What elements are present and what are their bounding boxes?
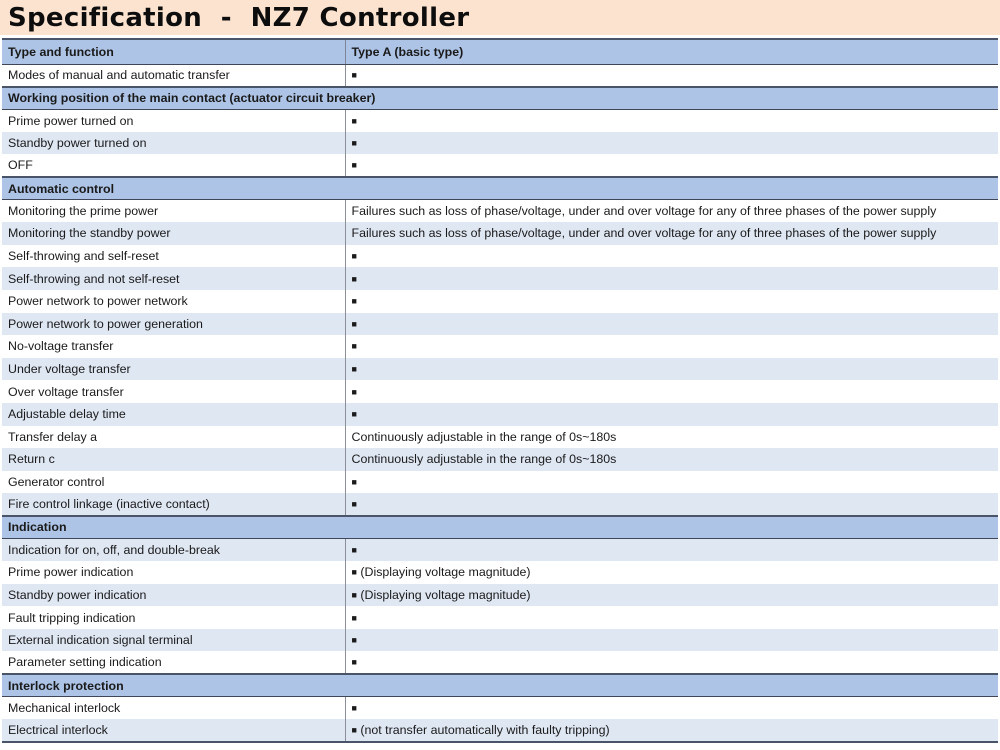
type-a-value bbox=[345, 538, 998, 561]
function-label: OFF bbox=[2, 154, 345, 177]
function-label: Return c bbox=[2, 448, 345, 471]
function-label: External indication signal terminal bbox=[2, 629, 345, 652]
type-a-value bbox=[345, 629, 998, 652]
type-a-value: ■ (not transfer automatically with faulty tripping) bbox=[345, 719, 998, 742]
section-header-row bbox=[2, 177, 998, 200]
type-a-value bbox=[345, 651, 998, 674]
function-label: Self-throwing and not self-reset bbox=[2, 267, 345, 290]
function-label: Transfer delay a bbox=[2, 426, 345, 449]
function-label: Mechanical interlock bbox=[2, 697, 345, 720]
type-a-value bbox=[345, 471, 998, 494]
type-a-value: Continuously adjustable in the range of 0s~180s bbox=[345, 426, 998, 449]
filled-square-icon: ■ bbox=[351, 589, 357, 600]
type-a-value bbox=[345, 290, 998, 313]
section-title: Automatic control bbox=[2, 177, 998, 200]
table-row bbox=[2, 651, 998, 674]
function-label: Under voltage transfer bbox=[2, 358, 345, 381]
filled-square-icon: ■ bbox=[351, 635, 357, 646]
function-label: Fault tripping indication bbox=[2, 606, 345, 629]
filled-square-icon: ■ bbox=[351, 476, 357, 487]
table-row bbox=[2, 200, 998, 223]
table-row bbox=[2, 64, 998, 87]
filled-square-icon: ■ bbox=[351, 567, 357, 578]
filled-square-icon: ■ bbox=[351, 364, 357, 375]
section-title: Working position of the main contact (actuator circuit breaker) bbox=[2, 87, 998, 110]
filled-square-icon: ■ bbox=[351, 273, 357, 284]
function-label: Standby power indication bbox=[2, 584, 345, 607]
table-row bbox=[2, 358, 998, 381]
function-label: Standby power turned on bbox=[2, 132, 345, 155]
type-a-value bbox=[345, 109, 998, 132]
type-a-value bbox=[345, 245, 998, 268]
table-row bbox=[2, 471, 998, 494]
function-label: Modes of manual and automatic transfer bbox=[2, 64, 345, 87]
function-label: Adjustable delay time bbox=[2, 403, 345, 426]
section-title: Interlock protection bbox=[2, 674, 998, 697]
column-header-type-and-function: Type and function bbox=[2, 39, 345, 64]
function-label: Power network to power network bbox=[2, 290, 345, 313]
table-row bbox=[2, 267, 998, 290]
filled-square-icon: ■ bbox=[351, 296, 357, 307]
filled-square-icon: ■ bbox=[351, 545, 357, 556]
function-label: Parameter setting indication bbox=[2, 651, 345, 674]
type-a-value bbox=[345, 64, 998, 87]
type-a-value: Continuously adjustable in the range of 0s~180s bbox=[345, 448, 998, 471]
function-label: Prime power turned on bbox=[2, 109, 345, 132]
filled-square-icon: ■ bbox=[351, 612, 357, 623]
type-a-value bbox=[345, 267, 998, 290]
filled-square-icon: ■ bbox=[351, 341, 357, 352]
filled-square-icon: ■ bbox=[351, 251, 357, 262]
title-band bbox=[0, 0, 1000, 35]
table-row bbox=[2, 448, 998, 471]
type-a-value: ■ (Displaying voltage magnitude) bbox=[345, 561, 998, 584]
table-row bbox=[2, 606, 998, 629]
section-header-row bbox=[2, 87, 998, 110]
table-row bbox=[2, 561, 998, 584]
type-a-value: Failures such as loss of phase/voltage, under and over voltage for any of three phases of the power supply bbox=[345, 222, 998, 245]
type-a-value bbox=[345, 493, 998, 516]
table-row bbox=[2, 313, 998, 336]
function-label: Generator control bbox=[2, 471, 345, 494]
filled-square-icon: ■ bbox=[351, 499, 357, 510]
table-row bbox=[2, 493, 998, 516]
page-title: Specification - NZ7 Controller bbox=[8, 3, 470, 33]
table-row bbox=[2, 697, 998, 720]
function-label: Prime power indication bbox=[2, 561, 345, 584]
column-header-type-a: Type A (basic type) bbox=[345, 39, 998, 64]
type-a-value bbox=[345, 313, 998, 336]
function-label: Monitoring the prime power bbox=[2, 200, 345, 223]
table-row bbox=[2, 335, 998, 358]
type-a-value bbox=[345, 154, 998, 177]
function-label: No-voltage transfer bbox=[2, 335, 345, 358]
filled-square-icon: ■ bbox=[351, 115, 357, 126]
table-row bbox=[2, 222, 998, 245]
specification-table bbox=[2, 38, 998, 743]
type-a-value bbox=[345, 606, 998, 629]
type-a-value bbox=[345, 132, 998, 155]
table-row bbox=[2, 719, 998, 742]
filled-square-icon: ■ bbox=[351, 160, 357, 171]
table-row bbox=[2, 403, 998, 426]
function-label: Electrical interlock bbox=[2, 719, 345, 742]
table-row bbox=[2, 132, 998, 155]
type-a-value: ■ (Displaying voltage magnitude) bbox=[345, 584, 998, 607]
type-a-value bbox=[345, 358, 998, 381]
section-header-row bbox=[2, 674, 998, 697]
table-row bbox=[2, 245, 998, 268]
type-a-value bbox=[345, 403, 998, 426]
filled-square-icon: ■ bbox=[351, 70, 357, 81]
filled-square-icon: ■ bbox=[351, 725, 357, 736]
table-row bbox=[2, 154, 998, 177]
table-row bbox=[2, 629, 998, 652]
table-row bbox=[2, 584, 998, 607]
filled-square-icon: ■ bbox=[351, 386, 357, 397]
type-a-value bbox=[345, 335, 998, 358]
table-row bbox=[2, 426, 998, 449]
function-label: Fire control linkage (inactive contact) bbox=[2, 493, 345, 516]
type-a-value bbox=[345, 380, 998, 403]
filled-square-icon: ■ bbox=[351, 138, 357, 149]
filled-square-icon: ■ bbox=[351, 318, 357, 329]
table-header-row bbox=[2, 39, 998, 64]
filled-square-icon: ■ bbox=[351, 409, 357, 420]
table-row bbox=[2, 380, 998, 403]
type-a-value: Failures such as loss of phase/voltage, under and over voltage for any of three phases of the power supply bbox=[345, 200, 998, 223]
function-label: Power network to power generation bbox=[2, 313, 345, 336]
section-header-row bbox=[2, 516, 998, 539]
type-a-value bbox=[345, 697, 998, 720]
table-row bbox=[2, 109, 998, 132]
function-label: Monitoring the standby power bbox=[2, 222, 345, 245]
filled-square-icon: ■ bbox=[351, 657, 357, 668]
table-row bbox=[2, 538, 998, 561]
function-label: Over voltage transfer bbox=[2, 380, 345, 403]
function-label: Indication for on, off, and double-break bbox=[2, 538, 345, 561]
filled-square-icon: ■ bbox=[351, 703, 357, 714]
table-row bbox=[2, 290, 998, 313]
section-title: Indication bbox=[2, 516, 998, 539]
function-label: Self-throwing and self-reset bbox=[2, 245, 345, 268]
